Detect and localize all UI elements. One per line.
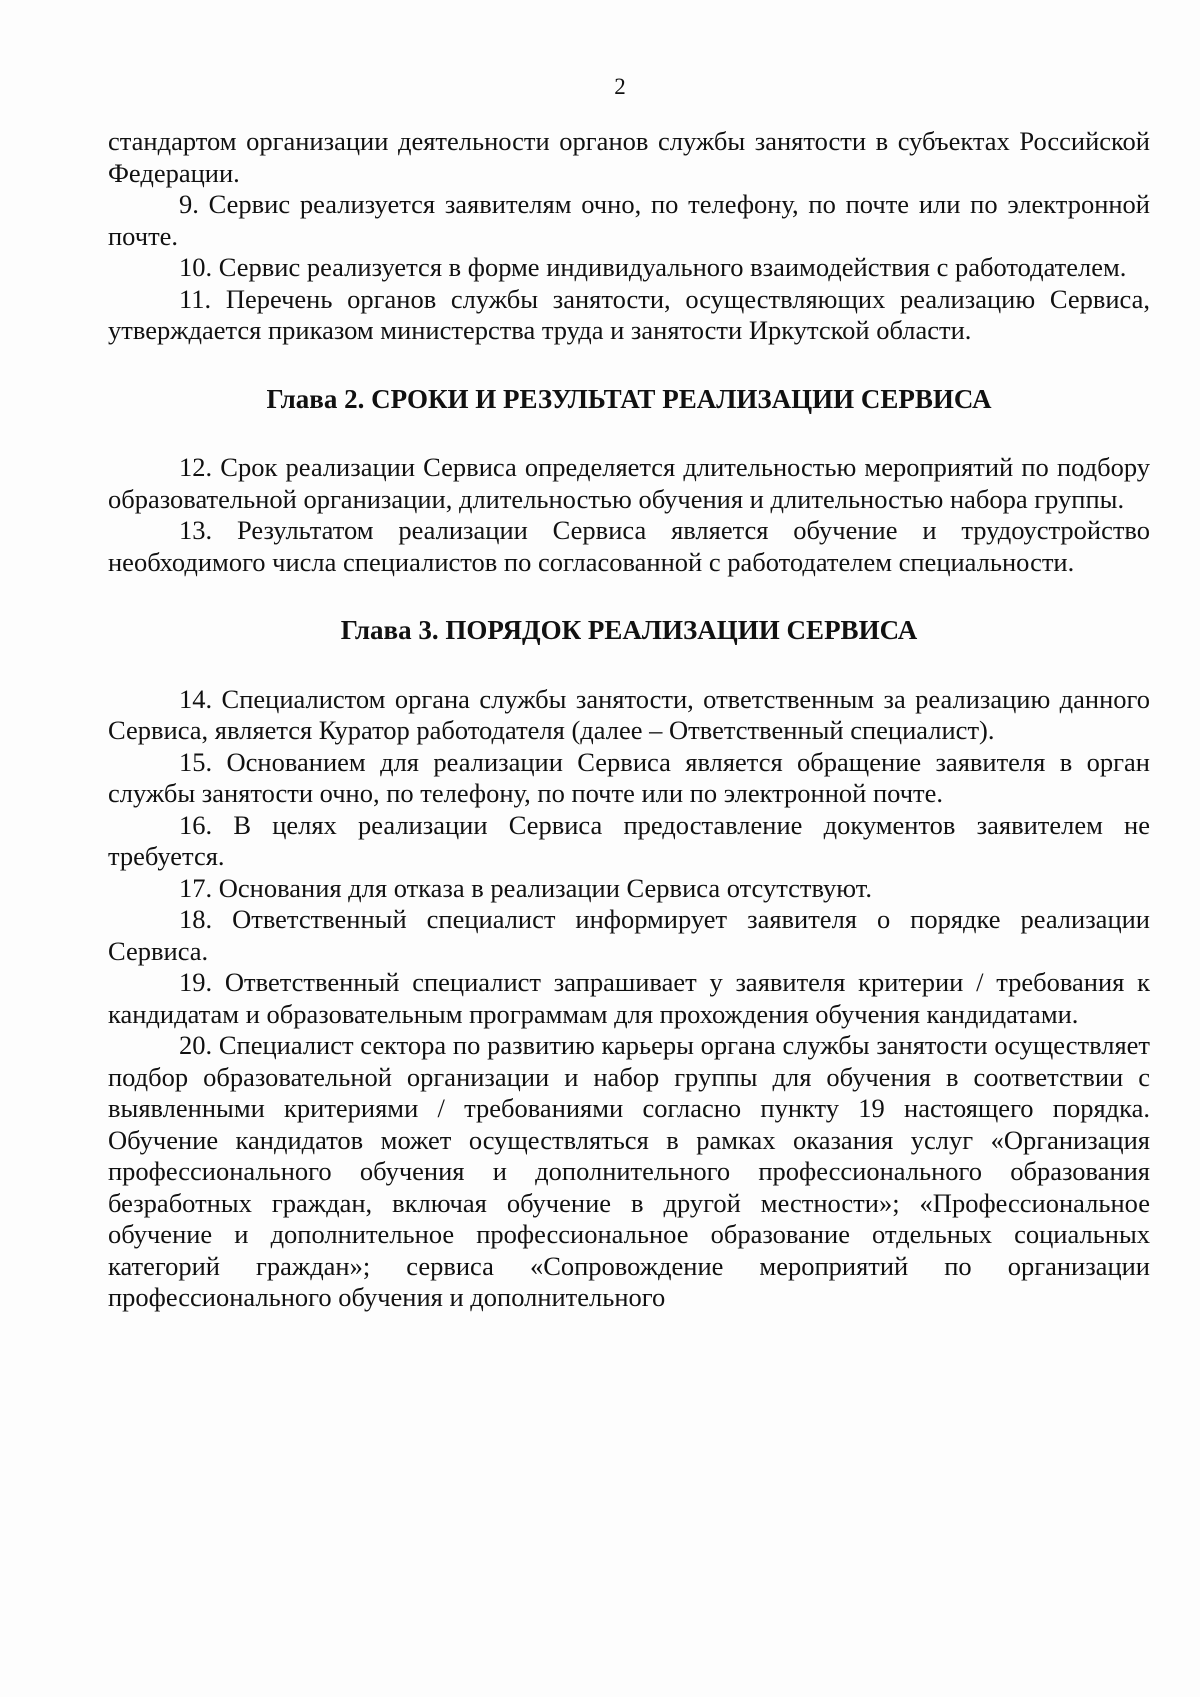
paragraph-12: 12. Срок реализации Сервиса определяется длительностью мероприятий по подбору образовательной организации, длительностью обучения и длительностью набора группы.: [108, 452, 1150, 514]
paragraph-15: 15. Основанием для реализации Сервиса является обращение заявителя в орган службы занятости очно, по телефону, по почте или по электронной почте.: [108, 746, 1150, 808]
chapter-3-heading: Глава 3. ПОРЯДОК РЕАЛИЗАЦИИ СЕРВИСА: [340, 615, 918, 645]
paragraph-18: 18. Ответственный специалист информирует заявителя о порядке реализации Сервиса.: [108, 904, 1150, 966]
paragraph-17: 17. Основания для отказа в реализации Сервиса отсутствуют.: [179, 872, 872, 903]
paragraph-10: 10. Сервис реализуется в форме индивидуального взаимодействия с работодателем.: [179, 252, 1127, 282]
paragraph-19: 19. Ответственный специалист запрашивает у заявителя критерии / требования к кандидатам и образовательным программам для прохождения обучения кандидатами.: [108, 967, 1150, 1029]
paragraph-14: 14. Специалистом органа службы занятости, ответственным за реализацию данного Сервиса, является Куратор работодателя (далее – Ответственный специалист).: [108, 683, 1150, 745]
paragraph-20: 20. Специалист сектора по развитию карьеры органа службы занятости осуществляет подбор образовательной организации и набор группы для обучения в соответствии с выявленными критериями / требованиями согласно пункту 19 настоящего порядка. Обучение кандидатов может осуществляться в рамках оказания услуг «Организация профессионального обучения и дополнительного профессионального образования безработных граждан, включая обучение в другой местности»; «Профессиональное обучение и дополнительное профессиональное образование отдельных социальных категорий граждан»; сервиса «Сопровождение мероприятий по организации профессионального обучения и дополнительного: [108, 1030, 1150, 1312]
chapter-2-heading: Глава 2. СРОКИ И РЕЗУЛЬТАТ РЕАЛИЗАЦИИ СЕРВИСА: [266, 383, 992, 414]
paragraph-16: 16. В целях реализации Сервиса предоставление документов заявителем не требуется.: [108, 809, 1150, 871]
paragraph-11: 11. Перечень органов службы занятости, осуществляющих реализацию Сервиса, утверждается приказом министерства труда и занятости Иркутской области.: [108, 283, 1150, 345]
page-number: 2: [614, 74, 626, 99]
paragraph-8-continuation: стандартом организации деятельности органов службы занятости в субъектах Российской Федерации.: [108, 126, 1150, 188]
paragraph-13: 13. Результатом реализации Сервиса является обучение и трудоустройство необходимого числа специалистов по согласованной с работодателем специальности.: [108, 515, 1150, 577]
document-body: [108, 126, 1150, 1314]
paragraph-9: 9. Сервис реализуется заявителям очно, по телефону, по почте или по электронной почте.: [108, 189, 1150, 251]
